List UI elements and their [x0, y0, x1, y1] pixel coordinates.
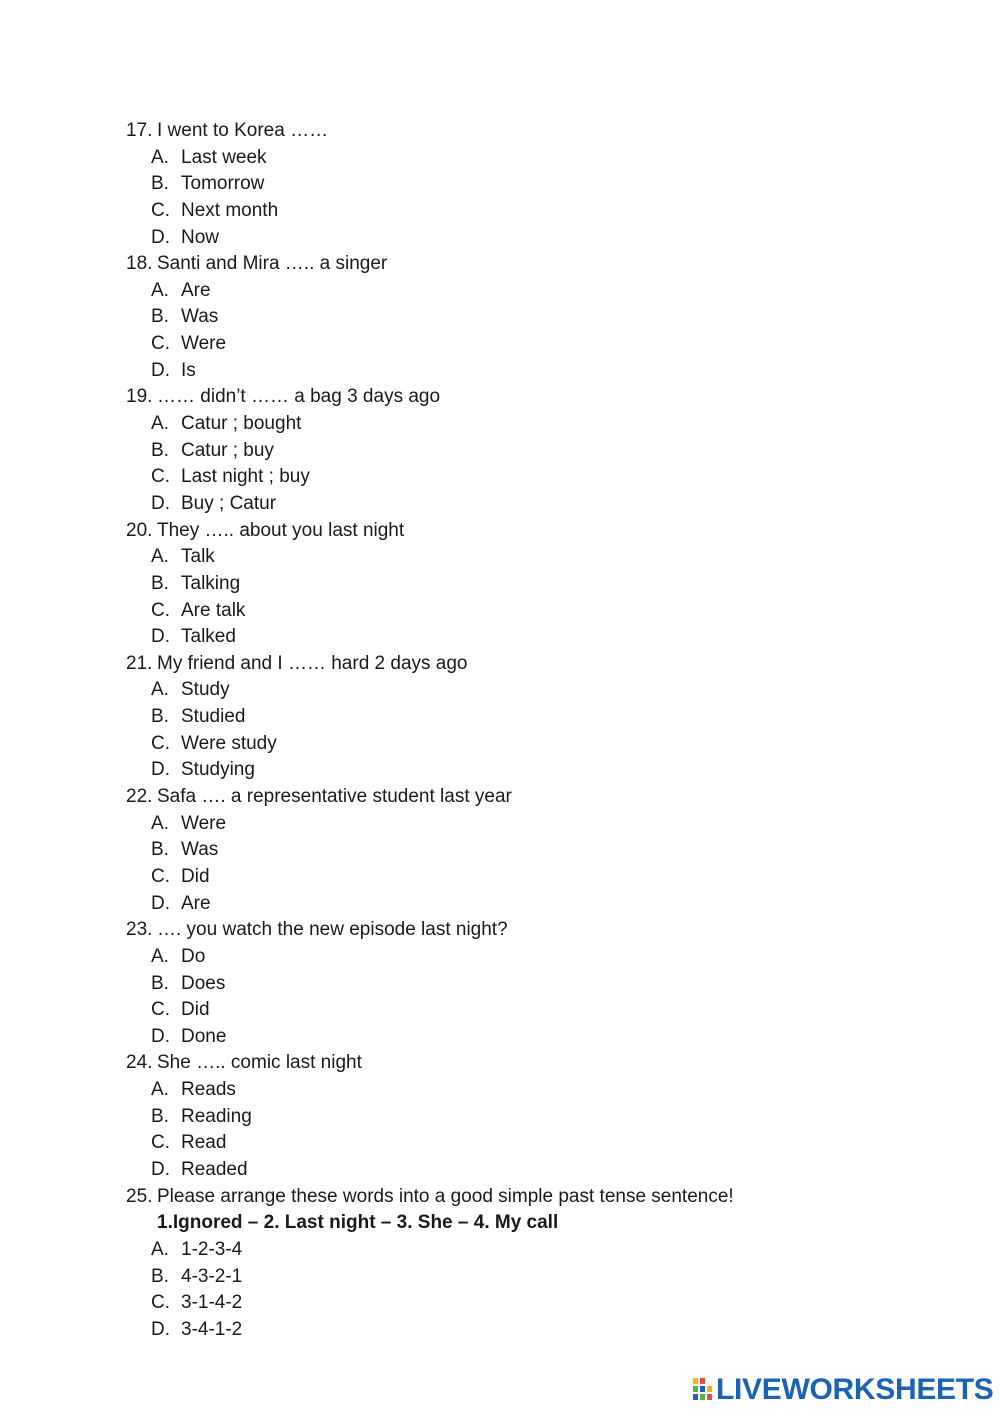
option-letter: D.: [151, 759, 170, 781]
option-letter: D.: [151, 1158, 170, 1180]
answer-option: [0, 944, 1000, 971]
option-letter: A.: [151, 413, 169, 435]
option-text: Now: [181, 226, 220, 248]
option-text: 1-2-3-4: [181, 1238, 243, 1260]
question-line: [0, 251, 1000, 278]
option-letter: C.: [151, 466, 170, 488]
answer-option: [0, 757, 1000, 784]
option-letter: C.: [151, 199, 170, 221]
option-text: Does: [181, 972, 226, 994]
option-text: Was: [181, 839, 219, 861]
answer-option: [0, 864, 1000, 891]
question-line: [0, 784, 1000, 811]
option-letter: B.: [151, 839, 169, 861]
option-letter: B.: [151, 173, 169, 195]
question-text: Safa …. a representative student last year: [157, 786, 512, 808]
question-number: 21.: [126, 652, 153, 674]
option-text: Next month: [181, 199, 279, 221]
option-text: Are talk: [181, 599, 246, 621]
answer-option: [0, 1104, 1000, 1131]
answer-option: [0, 464, 1000, 491]
option-text: Tomorrow: [181, 173, 265, 195]
option-text: Buy ; Catur: [181, 492, 277, 514]
answer-option: [0, 1130, 1000, 1157]
option-letter: A.: [151, 679, 169, 701]
question-text: She ….. comic last night: [157, 1052, 362, 1074]
option-letter: C.: [151, 999, 170, 1021]
answer-option: [0, 438, 1000, 465]
answer-option: [0, 171, 1000, 198]
question-subtext: 1.Ignored – 2. Last night – 3. She – 4. My call: [157, 1212, 559, 1234]
answer-option: [0, 278, 1000, 305]
question-text: They ….. about you last night: [157, 519, 405, 541]
answer-option: [0, 411, 1000, 438]
answer-option: [0, 1290, 1000, 1317]
option-text: Reads: [181, 1079, 236, 1101]
answer-option: [0, 1237, 1000, 1264]
option-text: Talk: [181, 546, 215, 568]
option-text: Read: [181, 1132, 227, 1154]
option-text: Catur ; bought: [181, 413, 302, 435]
option-letter: D.: [151, 359, 170, 381]
answer-option: [0, 704, 1000, 731]
question-text: My friend and I …… hard 2 days ago: [157, 652, 468, 674]
option-text: Catur ; buy: [181, 439, 274, 461]
option-text: Did: [181, 865, 210, 887]
answer-option: [0, 731, 1000, 758]
option-letter: B.: [151, 1105, 169, 1127]
question-line: [0, 384, 1000, 411]
question-number: 24.: [126, 1052, 153, 1074]
question-number: 22.: [126, 786, 153, 808]
option-text: Did: [181, 999, 210, 1021]
option-letter: A.: [151, 1079, 169, 1101]
option-text: Last week: [181, 146, 267, 168]
answer-option: [0, 1264, 1000, 1291]
answer-option: [0, 1317, 1000, 1344]
question-number: 18.: [126, 253, 153, 275]
option-letter: C.: [151, 333, 170, 355]
option-letter: C.: [151, 1292, 170, 1314]
answer-option: [0, 1024, 1000, 1051]
option-letter: B.: [151, 706, 169, 728]
option-text: Are: [181, 279, 211, 301]
option-letter: A.: [151, 146, 169, 168]
answer-option: [0, 598, 1000, 625]
answer-option: [0, 971, 1000, 998]
option-text: Last night ; buy: [181, 466, 310, 488]
answer-option: [0, 997, 1000, 1024]
question-number: 23.: [126, 919, 153, 941]
worksheet: [0, 118, 1000, 1343]
option-text: 3-4-1-2: [181, 1318, 243, 1340]
answer-option: [0, 677, 1000, 704]
answer-option: [0, 811, 1000, 838]
option-text: Were: [181, 812, 227, 834]
option-letter: B.: [151, 306, 169, 328]
answer-option: [0, 1077, 1000, 1104]
option-letter: A.: [151, 279, 169, 301]
question-text: Please arrange these words into a good simple past tense sentence!: [157, 1185, 734, 1207]
option-letter: D.: [151, 1025, 170, 1047]
option-text: Were: [181, 333, 227, 355]
question-line: [0, 1184, 1000, 1211]
question-text: Santi and Mira ….. a singer: [157, 253, 388, 275]
option-text: Reading: [181, 1105, 252, 1127]
option-text: Studied: [181, 706, 246, 728]
option-letter: D.: [151, 892, 170, 914]
option-text: Readed: [181, 1158, 248, 1180]
option-text: 4-3-2-1: [181, 1265, 243, 1287]
option-letter: D.: [151, 492, 170, 514]
option-letter: B.: [151, 572, 169, 594]
option-text: Do: [181, 945, 206, 967]
answer-option: [0, 624, 1000, 651]
option-letter: A.: [151, 812, 169, 834]
question-subtext-line: [0, 1210, 1000, 1237]
question-line: [0, 118, 1000, 145]
option-letter: B.: [151, 972, 169, 994]
liveworksheets-logo-icon: [693, 1376, 713, 1404]
option-text: Are: [181, 892, 211, 914]
answer-option: [0, 304, 1000, 331]
option-letter: A.: [151, 945, 169, 967]
question-line: [0, 917, 1000, 944]
answer-option: [0, 331, 1000, 358]
option-text: 3-1-4-2: [181, 1292, 243, 1314]
option-letter: A.: [151, 546, 169, 568]
question-text: I went to Korea ……: [157, 120, 329, 141]
option-text: Done: [181, 1025, 227, 1047]
question-line: [0, 1050, 1000, 1077]
question-line: [0, 651, 1000, 678]
option-text: Were study: [181, 732, 277, 754]
answer-option: [0, 891, 1000, 918]
answer-option: [0, 571, 1000, 598]
liveworksheets-logo-text: LIVEWORKSHEETS: [716, 1373, 994, 1406]
option-letter: C.: [151, 732, 170, 754]
option-letter: D.: [151, 226, 170, 248]
answer-option: [0, 358, 1000, 385]
question-number: 17.: [126, 120, 153, 141]
option-text: Was: [181, 306, 219, 328]
option-letter: C.: [151, 865, 170, 887]
option-letter: B.: [151, 1265, 169, 1287]
option-letter: D.: [151, 626, 170, 648]
option-letter: C.: [151, 599, 170, 621]
option-text: Is: [181, 359, 196, 381]
option-letter: C.: [151, 1132, 170, 1154]
answer-option: [0, 198, 1000, 225]
answer-option: [0, 225, 1000, 252]
answer-option: [0, 491, 1000, 518]
option-text: Study: [181, 679, 230, 701]
question-number: 20.: [126, 519, 153, 541]
option-text: Talking: [181, 572, 241, 594]
question-text: …… didn’t …… a bag 3 days ago: [157, 386, 441, 408]
answer-option: [0, 837, 1000, 864]
option-text: Talked: [181, 626, 236, 648]
question-number: 19.: [126, 386, 153, 408]
answer-option: [0, 544, 1000, 571]
option-letter: D.: [151, 1318, 170, 1340]
option-letter: A.: [151, 1238, 169, 1260]
question-line: [0, 518, 1000, 545]
question-number: 25.: [126, 1185, 153, 1207]
answer-option: [0, 1157, 1000, 1184]
question-text: …. you watch the new episode last night?: [157, 919, 508, 941]
answer-option: [0, 145, 1000, 172]
liveworksheets-logo: [693, 1372, 994, 1408]
option-text: Studying: [181, 759, 255, 781]
option-letter: B.: [151, 439, 169, 461]
